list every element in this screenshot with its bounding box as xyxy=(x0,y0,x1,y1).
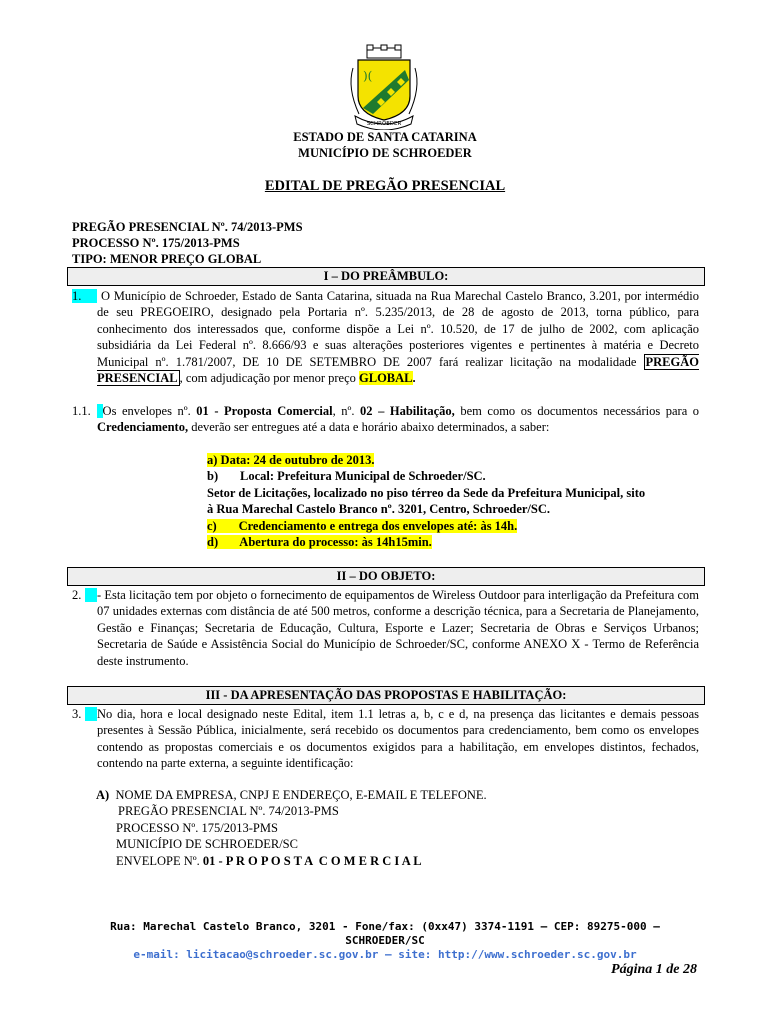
envelope-line-3: PROCESSO Nº. 175/2013-PMS xyxy=(116,820,278,835)
envelope-line-4: MUNICÍPIO DE SCHROEDER/SC xyxy=(116,837,298,852)
pregao-number: PREGÃO PRESENCIAL Nº. 74/2013-PMS xyxy=(72,220,303,234)
item-1-text: O Município de Schroeder, Estado de Santa Catarina, situada na Rua Marechal Castelo Branco, 3.201, por intermédio de seu PREGOEIRO, designado pela Portaria nº. 5.235/2013, de 28 de agosto de 2013, torna público, para conhecimento dos interessados que, conforme dispõe a Lei nº. 10.520, de 17 de julho de 2002, com aplicação subsidiária da Lei Federal nº. 8.666/93 e suas alterações posteriores vigentes e pertinentes à matéria e Decreto Municipal nº. 1.781/2007, DE 10 DE SETEMBRO DE 2007 fará realizar licitação na modalidade xyxy=(97,289,699,369)
section-propostas-heading: III - DA APRESENTAÇÃO DAS PROPOSTAS E HABILITAÇÃO: xyxy=(67,686,705,705)
item-1-number-text: 1. xyxy=(72,289,82,303)
tipo-label: TIPO: MENOR PREÇO GLOBAL xyxy=(72,252,262,266)
envelope-type: 01 - P R O P O S T A C O M E R C I A L xyxy=(202,853,422,868)
municipality-heading: MUNICÍPIO DE SCHROEDER xyxy=(298,146,472,160)
page-number: Página 1 de 28 xyxy=(611,962,697,977)
footer-address-line1: Rua: Marechal Castelo Branco, 3201 - Fone/fax: (0xx47) 3374-1191 – CEP: 89275-000 – xyxy=(110,920,660,933)
item-2-number: 2. xyxy=(72,587,97,603)
footer-address-line2: SCHROEDER/SC xyxy=(345,934,425,947)
item-1-number xyxy=(72,288,97,304)
item-1-paragraph: O Município de Schroeder, Estado de Santa Catarina, situada na Rua Marechal Castelo Branco, 3.201, por intermédio de seu PREGOEIRO, designado pela Portaria nº. 5.235/2013, de 28 de agosto de 2013, torna público, para conhecimento dos interessados que, conforme dispõe a Lei nº. 10.520, de 17 de julho de 2002, com aplicação subsidiária da Lei Federal nº. 8.666/93 e suas alterações posteriores vigentes e pertinentes à matéria e Decreto Municipal nº. 1.781/2007, DE 10 DE SETEMBRO DE 2007 fará realizar licitação na modalidade PREGÃO PRESENCIAL , com adjudicação por menor preço GLOBAL. xyxy=(97,289,699,386)
processo-number: PROCESSO Nº. 175/2013-PMS xyxy=(72,236,240,250)
item-1-1-paragraph: Os envelopes nº. 01 - Proposta Comercial, nº. 02 – Habilitação, bem como os documentos necessários para o Credenciamento, deverão ser entregues até a data e horário abaixo determinados, a saber: xyxy=(97,404,700,435)
item-1-1-number: 1.1. xyxy=(72,404,91,418)
envelope-label: A) xyxy=(96,788,110,802)
envelope-line-2: PREGÃO PRESENCIAL Nº. 74/2013-PMS xyxy=(118,804,339,819)
municipal-crest-logo xyxy=(343,44,425,130)
schedule-date: a) Data: 24 de outubro de 2013. xyxy=(207,453,375,467)
footer-contact-link[interactable]: e-mail: licitacao@schroeder.sc.gov.br – site: http://www.schroeder.sc.gov.br xyxy=(133,948,637,961)
schedule-setor-line1: Setor de Licitações, localizado no piso térreo da Sede da Prefeitura Municipal, sito xyxy=(207,485,646,500)
global-highlight: GLOBAL xyxy=(359,371,413,386)
schedule-setor-line2: à Rua Marechal Castelo Branco nº. 3201, Centro, Schroeder/SC. xyxy=(207,502,550,517)
svg-text:)(: )( xyxy=(363,69,373,83)
item-2-paragraph: - Esta licitação tem por objeto o fornecimento de equipamentos de Wireless Outdoor para interligação da Prefeitura com 07 unidades externas com distância de até 500 metros, conforme a descrição técnica, para a Secretaria de Planejamento, Gestão e Finanças; Secretaria de Educação, Cultura, Esporte e Lazer; Secretaria de Obras e Serviços Urbanos; Secretaria de Saúde e Assistência Social do Município de Schroeder/SC, conforme ANEXO X - Termo de Referência deste instrumento. xyxy=(97,588,699,668)
item-3-paragraph: No dia, hora e local designado neste Edital, item 1.1 letras a, b, c e d, na presença das licitantes e demais pessoas presentes à Sessão Pública, inicialmente, será recebido os documentos para credenciamento, bem como os envelopes contendo as propostas comerciais e os documentos exigidos para a habilitação, em envelopes distintos, fechados, contendo na parte externa, a seguinte identificação: xyxy=(97,707,699,771)
state-heading: ESTADO DE SANTA CATARINA xyxy=(293,130,477,144)
schedule-credenciamento: c) Credenciamento e entrega dos envelopes até: às 14h. xyxy=(207,518,518,533)
envelope-line-5: ENVELOPE Nº. 01 - P R O P O S T A C O M E R C I A L xyxy=(116,853,422,868)
modality-boxed: PREGÃO PRESENCIAL xyxy=(97,354,699,386)
section-objeto-heading: II – DO OBJETO: xyxy=(67,567,705,586)
schedule-abertura: d) Abertura do processo: às 14h15min. xyxy=(207,535,432,550)
section-preambulo-heading: I – DO PREÂMBULO: xyxy=(67,267,705,286)
envelope-line-1: NOME DA EMPRESA, CNPJ E ENDEREÇO, E-EMAIL E TELEFONE. xyxy=(115,788,487,802)
schedule-local: b) Local: Prefeitura Municipal de Schroeder/SC. xyxy=(207,469,486,484)
svg-text:SCHROEDER: SCHROEDER xyxy=(366,121,402,127)
document-title: EDITAL DE PREGÃO PRESENCIAL xyxy=(264,178,506,194)
envelope-block xyxy=(96,787,487,869)
schedule-block xyxy=(207,452,699,550)
item-3-number: 3. xyxy=(72,706,97,722)
